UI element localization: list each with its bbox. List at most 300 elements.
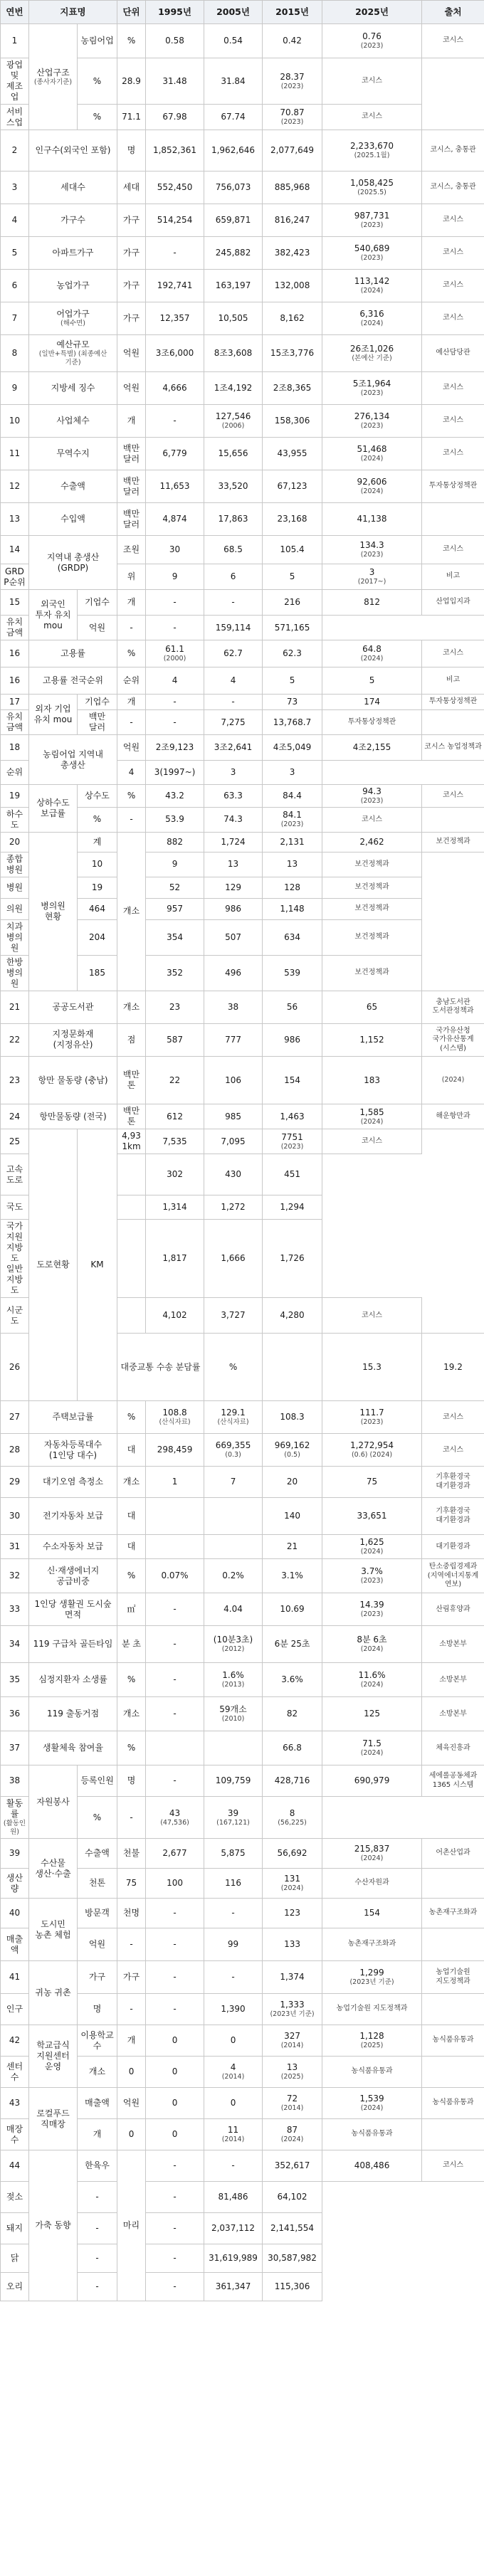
cell-text: 1,058,425	[349, 178, 394, 189]
table-cell: 5	[322, 667, 422, 695]
cell-note: (2014)	[280, 2042, 304, 2050]
table-cell: 159,114	[204, 616, 263, 640]
table-cell: 코시스	[422, 237, 484, 270]
table-cell: 132,008	[263, 270, 322, 302]
cell-note: (2014)	[280, 2104, 304, 2113]
cell-text: 사업체수	[56, 416, 90, 426]
cell-text: 유치금액	[6, 617, 23, 638]
table-cell: 백만 달러	[78, 710, 117, 735]
cell-text: 귀농 귀촌	[35, 1988, 71, 1998]
cell-text: 도로현황	[36, 1260, 70, 1270]
table-row	[1, 1129, 484, 1154]
table-cell: 428,716	[263, 1765, 322, 1797]
table-cell	[422, 1056, 484, 1104]
cell-note: (2024)	[360, 1645, 384, 1654]
table-row	[1, 2088, 484, 2119]
table-cell	[29, 2088, 78, 2150]
table-cell: 1	[1, 24, 29, 58]
table-cell: 6	[1, 270, 29, 302]
table-row	[1, 2025, 484, 2057]
table-row	[1, 270, 484, 302]
table-cell: 0.58	[146, 24, 204, 58]
table-cell	[204, 1663, 263, 1697]
table-cell: 개소	[78, 2057, 117, 2088]
cell-note: (2023)	[360, 1577, 384, 1585]
table-cell: 가구	[117, 204, 146, 237]
cell-text: 수산물 생산·수출	[35, 1857, 71, 1879]
table-cell: -	[204, 590, 263, 616]
table-cell: 충남도서관 도서관정책과	[422, 991, 484, 1023]
cell-text: 669,355	[215, 1440, 251, 1451]
table-cell	[263, 2057, 322, 2088]
table-cell: 8조3,608	[204, 335, 263, 372]
table-cell	[322, 302, 422, 335]
cell-text: 유치금액	[6, 712, 23, 732]
table-cell	[1, 955, 29, 991]
table-cell: -	[146, 2273, 204, 2301]
table-cell: 154	[322, 1899, 422, 1928]
table-cell: 71.1	[117, 105, 146, 130]
table-cell: 13,768.7	[263, 710, 322, 735]
table-row	[1, 1961, 484, 1994]
table-cell: 21	[263, 1535, 322, 1559]
cell-text: 지역내 총생산 (GRDP)	[46, 551, 100, 573]
table-cell: 75	[322, 1467, 422, 1498]
table-cell	[146, 1797, 204, 1839]
table-cell: 0	[146, 2119, 204, 2150]
col-header-2015: 2015년	[263, 1, 322, 24]
cell-text: 39	[227, 1807, 239, 1818]
cell-text: 1,585	[359, 1107, 384, 1117]
table-cell: 보건정책과	[322, 898, 422, 919]
table-row	[1, 1559, 484, 1593]
table-cell	[117, 1154, 146, 1195]
table-cell	[204, 1697, 263, 1731]
cell-text: 닭	[10, 2253, 19, 2264]
cell-text: 70.87	[280, 107, 305, 118]
table-cell: 23,168	[263, 503, 322, 536]
cell-text: 병의원 현황	[41, 900, 65, 922]
table-cell: -	[146, 590, 204, 616]
table-cell	[322, 2025, 422, 2057]
cell-note: (산식자료)	[159, 1418, 191, 1427]
table-cell: 억원	[117, 2088, 146, 2119]
table-cell	[322, 785, 422, 808]
table-cell	[1, 898, 29, 919]
cell-text: 87	[286, 2125, 298, 2136]
table-cell: 코시스	[422, 1401, 484, 1434]
cell-text: 아파트가구	[52, 248, 94, 258]
table-cell: 명	[117, 130, 146, 171]
table-cell: 62.7	[204, 640, 263, 667]
cell-text: 가축 동향	[35, 2220, 71, 2231]
table-cell: 투자통상정책관	[322, 710, 422, 735]
cell-text: 생활체육 참여율	[43, 1743, 103, 1753]
table-cell: 361,347	[204, 2273, 263, 2301]
table-cell	[29, 1023, 117, 1056]
table-cell: 2,462	[322, 832, 422, 852]
table-cell: -	[146, 2182, 204, 2213]
table-cell	[29, 503, 117, 536]
table-cell: 14	[1, 536, 29, 564]
cell-text: 기업수	[85, 597, 110, 607]
cell-text: 43	[169, 1807, 181, 1818]
table-cell: 소방본부	[422, 1626, 484, 1663]
table-cell	[322, 1593, 422, 1626]
table-cell	[1, 919, 29, 955]
table-cell	[263, 58, 322, 105]
table-cell: 352	[146, 955, 204, 991]
table-cell: 소방본부	[422, 1697, 484, 1731]
table-cell: 코시스	[422, 270, 484, 302]
table-cell: 대	[117, 1434, 146, 1467]
cell-text: 마리	[122, 2220, 140, 2231]
table-header-row	[1, 1, 484, 24]
table-cell: 순위	[117, 667, 146, 695]
cell-text: 51,468	[357, 444, 387, 455]
cell-text: 한방병의원	[6, 956, 23, 988]
table-cell: 0.54	[204, 24, 263, 58]
table-cell	[263, 1797, 322, 1839]
table-cell: 82	[263, 1697, 322, 1731]
table-cell: 1,152	[322, 1023, 422, 1056]
table-cell: 1,314	[146, 1195, 204, 1220]
table-cell: 기후환경국 대기환경과	[422, 1498, 484, 1535]
table-row	[1, 1593, 484, 1626]
table-cell: 13	[204, 852, 263, 877]
table-cell: -	[117, 1928, 146, 1961]
table-cell: 천명	[117, 1899, 146, 1928]
table-cell: 382,423	[263, 237, 322, 270]
table-cell: 순위	[1, 761, 29, 785]
table-cell: 5	[263, 564, 322, 590]
table-cell: 0.2%	[204, 1559, 263, 1593]
table-cell	[204, 1626, 263, 1663]
table-cell	[322, 270, 422, 302]
table-row	[1, 1839, 484, 1869]
table-cell: 129	[204, 877, 263, 898]
cell-text: 수입액	[60, 514, 85, 524]
table-cell: -	[146, 1899, 204, 1928]
table-cell	[78, 1961, 117, 1994]
table-cell	[29, 1434, 117, 1467]
cell-text: 1,128	[359, 2031, 384, 2042]
cell-text: 국가지원 지방도 일반 지방도	[6, 1221, 23, 1296]
table-cell: 억원	[117, 372, 146, 405]
cell-note: (2023)	[360, 422, 384, 431]
cell-text: 치과병의원	[6, 921, 23, 953]
table-cell	[1, 1797, 29, 1839]
table-cell: 777	[204, 1023, 263, 1056]
table-cell	[29, 372, 117, 405]
table-cell	[29, 405, 117, 438]
table-cell: 133	[263, 1928, 322, 1961]
table-cell	[117, 1298, 146, 1334]
table-cell: 109,759	[204, 1765, 263, 1797]
table-cell: 36	[1, 1697, 29, 1731]
cell-text: 학교급식 지원센터 운영	[36, 2040, 70, 2072]
table-cell	[322, 438, 422, 470]
table-cell: 507	[204, 919, 263, 955]
table-cell	[29, 1056, 117, 1104]
table-cell: 8,162	[263, 302, 322, 335]
table-cell: 68.5	[204, 536, 263, 564]
cell-text: 987,731	[354, 211, 390, 221]
table-cell: %	[204, 1334, 263, 1401]
table-cell: 204	[78, 919, 117, 955]
table-cell	[263, 1334, 322, 1401]
table-cell: 개	[117, 405, 146, 438]
cell-note: (2024)	[280, 1884, 304, 1893]
table-cell: 62.3	[263, 640, 322, 667]
table-cell: 코시스	[422, 536, 484, 564]
table-cell: 천톤	[78, 1869, 117, 1899]
table-cell: 1,390	[204, 1994, 263, 2025]
table-cell	[322, 1401, 422, 1434]
table-cell: 천불	[117, 1839, 146, 1869]
table-row	[1, 991, 484, 1023]
table-cell: 코시스	[422, 24, 484, 58]
table-cell: %	[78, 58, 117, 105]
cell-note: (산식자료)	[217, 1418, 249, 1427]
cell-text: 3	[369, 567, 375, 578]
table-cell: -	[146, 2244, 204, 2273]
table-cell: -	[78, 2273, 117, 2301]
table-cell: 659,871	[204, 204, 263, 237]
table-cell	[1, 2244, 29, 2273]
table-cell: 7	[204, 1467, 263, 1498]
cell-text: 134.3	[359, 540, 384, 551]
table-cell: 2,037,112	[204, 2213, 263, 2244]
cell-text: 1,299	[359, 1968, 384, 1978]
table-cell: 억원	[78, 616, 117, 640]
table-cell: 코시스	[422, 640, 484, 667]
table-cell: 3(1997~)	[146, 761, 204, 785]
table-cell: 가구	[117, 1961, 146, 1994]
table-cell: 27	[1, 1401, 29, 1434]
table-cell	[117, 832, 146, 991]
table-cell: 18	[1, 735, 29, 761]
table-row	[1, 1765, 484, 1797]
table-cell: 812	[322, 590, 422, 616]
table-cell: -	[146, 2213, 204, 2244]
table-cell	[29, 1626, 117, 1663]
table-cell: 코시스	[422, 2150, 484, 2182]
table-cell: 코시스	[322, 1129, 422, 1154]
cell-text: 969,162	[274, 1440, 310, 1451]
cell-text: 119 구급차 골든타임	[33, 1639, 113, 1649]
table-cell: 19	[1, 785, 29, 808]
table-cell: 코시스, 충통관	[422, 130, 484, 171]
table-cell	[322, 640, 422, 667]
table-cell: 587	[146, 1023, 204, 1056]
table-cell: 농촌재구조화과	[322, 1928, 422, 1961]
table-cell	[1, 807, 29, 832]
cell-text: 108.8	[162, 1408, 187, 1418]
cell-note: (2023)	[360, 551, 384, 559]
table-cell	[263, 2119, 322, 2150]
table-cell: -	[146, 1994, 204, 2025]
table-cell: 11	[1, 438, 29, 470]
table-cell: 1,148	[263, 898, 322, 919]
table-cell: 125	[322, 1697, 422, 1731]
table-cell: 216	[263, 590, 322, 616]
table-cell: 개	[117, 695, 146, 710]
cell-note: (2013)	[221, 1681, 245, 1689]
table-cell	[204, 1498, 263, 1535]
col-header-no: 연번	[1, 1, 29, 24]
cell-text: 5조1,964	[352, 379, 391, 389]
table-cell: 억원	[78, 1928, 117, 1961]
table-cell: 408,486	[322, 2150, 422, 2182]
cell-text: 1.6%	[222, 1670, 244, 1681]
table-cell: 2조8,365	[263, 372, 322, 405]
table-cell: 28	[1, 1434, 29, 1467]
table-cell	[29, 832, 78, 991]
table-row	[1, 832, 484, 852]
table-cell	[117, 1220, 146, 1298]
table-cell: 816,247	[263, 204, 322, 237]
table-cell: %	[117, 1663, 146, 1697]
table-row	[1, 1023, 484, 1056]
table-cell: -	[117, 616, 146, 640]
table-cell: 0	[204, 2088, 263, 2119]
cell-text: 전기자동차 보급	[43, 1511, 103, 1521]
table-cell: 41,138	[322, 503, 422, 536]
table-row	[1, 1104, 484, 1129]
table-cell	[146, 1498, 204, 1535]
cell-text: 한육우	[85, 2160, 110, 2171]
table-cell: 농업기술원 지도정책과	[322, 1994, 422, 2025]
table-cell	[322, 1559, 422, 1593]
table-row	[1, 130, 484, 171]
table-cell: 65	[322, 991, 422, 1023]
cell-text: 94.3	[362, 786, 382, 796]
col-header-2025: 2025년	[322, 1, 422, 24]
cell-text: 센터수	[6, 2061, 23, 2082]
table-cell	[117, 1334, 204, 1401]
table-cell	[78, 2150, 117, 2182]
cell-text: 이용학교수	[80, 2029, 114, 2051]
table-cell	[1, 105, 29, 130]
cell-note: (2014)	[221, 2136, 245, 2144]
table-cell: 464	[78, 898, 117, 919]
table-cell	[204, 2057, 263, 2088]
table-cell: 농식품유통과	[322, 2119, 422, 2150]
table-cell: 19.2	[422, 1334, 484, 1401]
table-cell	[204, 1434, 263, 1467]
table-cell: 0	[117, 2057, 146, 2088]
cell-text: 0.76	[362, 31, 382, 42]
table-cell	[29, 1559, 117, 1593]
table-cell: 298,459	[146, 1434, 204, 1467]
table-cell: 22	[1, 1023, 29, 1056]
table-cell: 10	[1, 405, 29, 438]
table-cell	[146, 1401, 204, 1434]
table-cell	[322, 1104, 422, 1129]
table-cell: 9	[146, 852, 204, 877]
table-cell: 986	[204, 898, 263, 919]
table-cell: 개소	[117, 1697, 146, 1731]
table-cell: 4,874	[146, 503, 204, 536]
cell-note: (2023)	[280, 1142, 304, 1151]
table-cell: 15	[1, 590, 29, 616]
cell-note: (2025)	[280, 2073, 304, 2081]
table-cell: -	[146, 405, 204, 438]
table-cell: -	[204, 1961, 263, 1994]
cell-text: 4	[230, 2062, 236, 2073]
table-cell: %	[78, 105, 117, 130]
cell-text: 로컬푸드 직매장	[36, 2108, 70, 2129]
table-cell: 13	[263, 852, 322, 877]
table-cell: 15,656	[204, 438, 263, 470]
table-cell: 74.3	[204, 807, 263, 832]
table-row	[1, 438, 484, 470]
table-cell: 대	[117, 1498, 146, 1535]
table-row	[1, 1056, 484, 1104]
table-cell	[29, 1765, 78, 1839]
table-row	[1, 1697, 484, 1731]
table-cell: 점	[117, 1023, 146, 1056]
cell-text: 고용률	[60, 648, 85, 658]
table-cell: -	[146, 1593, 204, 1626]
table-cell	[1, 616, 29, 640]
table-cell: 17,863	[204, 503, 263, 536]
table-cell: 2조9,123	[146, 735, 204, 761]
table-cell: 4	[146, 667, 204, 695]
table-cell: 43,955	[263, 438, 322, 470]
table-cell: 분 초	[117, 1626, 146, 1663]
table-cell: 4,666	[146, 372, 204, 405]
cell-text: 고속도로	[6, 1163, 23, 1185]
table-cell: -	[146, 616, 204, 640]
table-cell: 코시스	[422, 405, 484, 438]
table-cell: -	[146, 1697, 204, 1731]
table-row	[1, 1731, 484, 1765]
table-cell	[1, 2273, 29, 2301]
cell-text: 심정지환자 소생률	[38, 1674, 107, 1685]
table-cell: 21	[1, 991, 29, 1023]
table-cell: 0.07%	[146, 1559, 204, 1593]
table-cell	[322, 1731, 422, 1765]
table-cell	[78, 695, 117, 710]
table-cell	[1, 1220, 29, 1298]
col-header-2005: 2005년	[204, 1, 263, 24]
table-row	[1, 1899, 484, 1928]
table-cell: 29	[1, 1467, 29, 1498]
cell-text: 세대수	[60, 182, 85, 192]
table-cell	[29, 335, 117, 372]
table-cell	[263, 2025, 322, 2057]
cell-text: 의원	[6, 903, 23, 914]
table-cell	[146, 1731, 204, 1765]
table-cell: 4조5,049	[263, 735, 322, 761]
table-cell	[1, 58, 29, 105]
table-row	[1, 590, 484, 616]
cell-text: 13	[286, 2062, 298, 2073]
table-row	[1, 785, 484, 808]
table-cell: 38	[204, 991, 263, 1023]
table-cell: 63.3	[204, 785, 263, 808]
table-cell: 가구	[117, 270, 146, 302]
cell-text: 1,333	[280, 2000, 305, 2010]
cell-note: (2024)	[360, 1117, 384, 1126]
table-cell: 56	[263, 991, 322, 1023]
table-cell: 가구	[117, 237, 146, 270]
table-cell: 17	[1, 695, 29, 710]
cell-text: 시군도	[6, 1304, 23, 1326]
table-cell: 백만 달러	[117, 470, 146, 503]
